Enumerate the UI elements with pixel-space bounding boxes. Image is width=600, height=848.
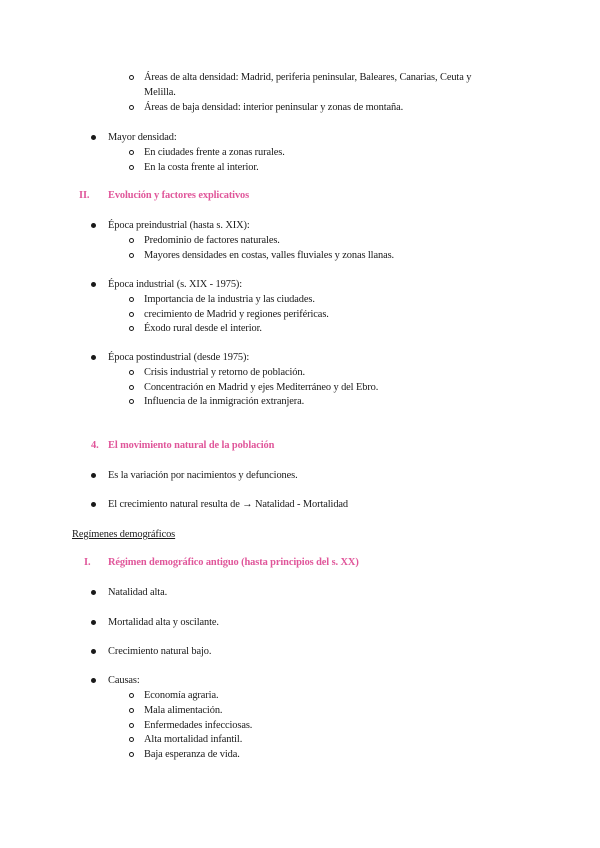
list-item: Baja esperanza de vida. <box>144 749 240 760</box>
list-item: Mortalidad alta y oscilante. <box>108 617 219 628</box>
list-item: Áreas de baja densidad: interior peninsular y zonas de montaña. <box>144 102 404 113</box>
list-item: crecimiento de Madrid y regiones periféricas. <box>144 309 329 320</box>
list-item: Época industrial (s. XIX - 1975): <box>108 279 243 290</box>
sub-bullet <box>129 752 134 757</box>
sub-bullet <box>129 708 134 713</box>
list-item: Mayor densidad: <box>108 132 177 143</box>
subsection-heading: Regímenes demográficos <box>72 529 176 540</box>
sub-bullet <box>129 105 134 110</box>
section-heading: El movimiento natural de la población <box>108 440 275 451</box>
bullet <box>91 282 96 287</box>
list-item: Predominio de factores naturales. <box>144 235 280 246</box>
sub-bullet <box>129 238 134 243</box>
sub-bullet <box>129 693 134 698</box>
list-item: En la costa frente al interior. <box>144 162 259 173</box>
sub-bullet <box>129 165 134 170</box>
bullet <box>91 355 96 360</box>
bullet <box>91 223 96 228</box>
bullet <box>91 678 96 683</box>
bullet <box>91 502 96 507</box>
list-item: Causas: <box>108 675 140 686</box>
section-numeral: 4. <box>91 440 99 451</box>
list-item: En ciudades frente a zonas rurales. <box>144 147 285 158</box>
bullet <box>91 620 96 625</box>
list-item: Natalidad alta. <box>108 587 168 598</box>
sub-bullet <box>129 399 134 404</box>
sub-bullet <box>129 297 134 302</box>
section-numeral: I. <box>84 557 91 568</box>
list-item: Crecimiento natural bajo. <box>108 646 212 657</box>
section-numeral: II. <box>79 190 90 201</box>
list-item: Éxodo rural desde el interior. <box>144 323 262 334</box>
bullet <box>91 473 96 478</box>
sub-bullet <box>129 385 134 390</box>
list-item: Mayores densidades en costas, valles fluviales y zonas llanas. <box>144 250 395 261</box>
bullet <box>91 649 96 654</box>
list-item: Crisis industrial y retorno de población. <box>144 367 305 378</box>
list-item: El crecimiento natural resulta de → Natalidad - Mortalidad <box>108 499 349 510</box>
list-item: Época postindustrial (desde 1975): <box>108 352 250 363</box>
list-item: Importancia de la industria y las ciudades. <box>144 294 315 305</box>
sub-bullet <box>129 312 134 317</box>
sub-bullet <box>129 370 134 375</box>
section-heading: Evolución y factores explicativos <box>108 190 250 201</box>
list-item: Mala alimentación. <box>144 705 223 716</box>
list-item: Enfermedades infecciosas. <box>144 720 253 731</box>
list-item: Áreas de alta densidad: Madrid, periferia peninsular, Baleares, Canarias, Ceuta y <box>144 72 472 83</box>
list-item: Época preindustrial (hasta s. XIX): <box>108 220 250 231</box>
sub-bullet <box>129 326 134 331</box>
list-item-continuation: Melilla. <box>144 87 176 98</box>
list-item: Economía agraria. <box>144 690 219 701</box>
sub-bullet <box>129 75 134 80</box>
section-heading: Régimen demográfico antiguo (hasta principios del s. XX) <box>108 557 359 568</box>
bullet <box>91 135 96 140</box>
sub-bullet <box>129 723 134 728</box>
sub-bullet <box>129 737 134 742</box>
sub-bullet <box>129 150 134 155</box>
sub-bullet <box>129 253 134 258</box>
bullet <box>91 590 96 595</box>
list-item: Es la variación por nacimientos y defunciones. <box>108 470 298 481</box>
list-item: Concentración en Madrid y ejes Mediterráneo y del Ebro. <box>144 382 379 393</box>
list-item: Alta mortalidad infantil. <box>144 734 243 745</box>
list-item: Influencia de la inmigración extranjera. <box>144 396 305 407</box>
